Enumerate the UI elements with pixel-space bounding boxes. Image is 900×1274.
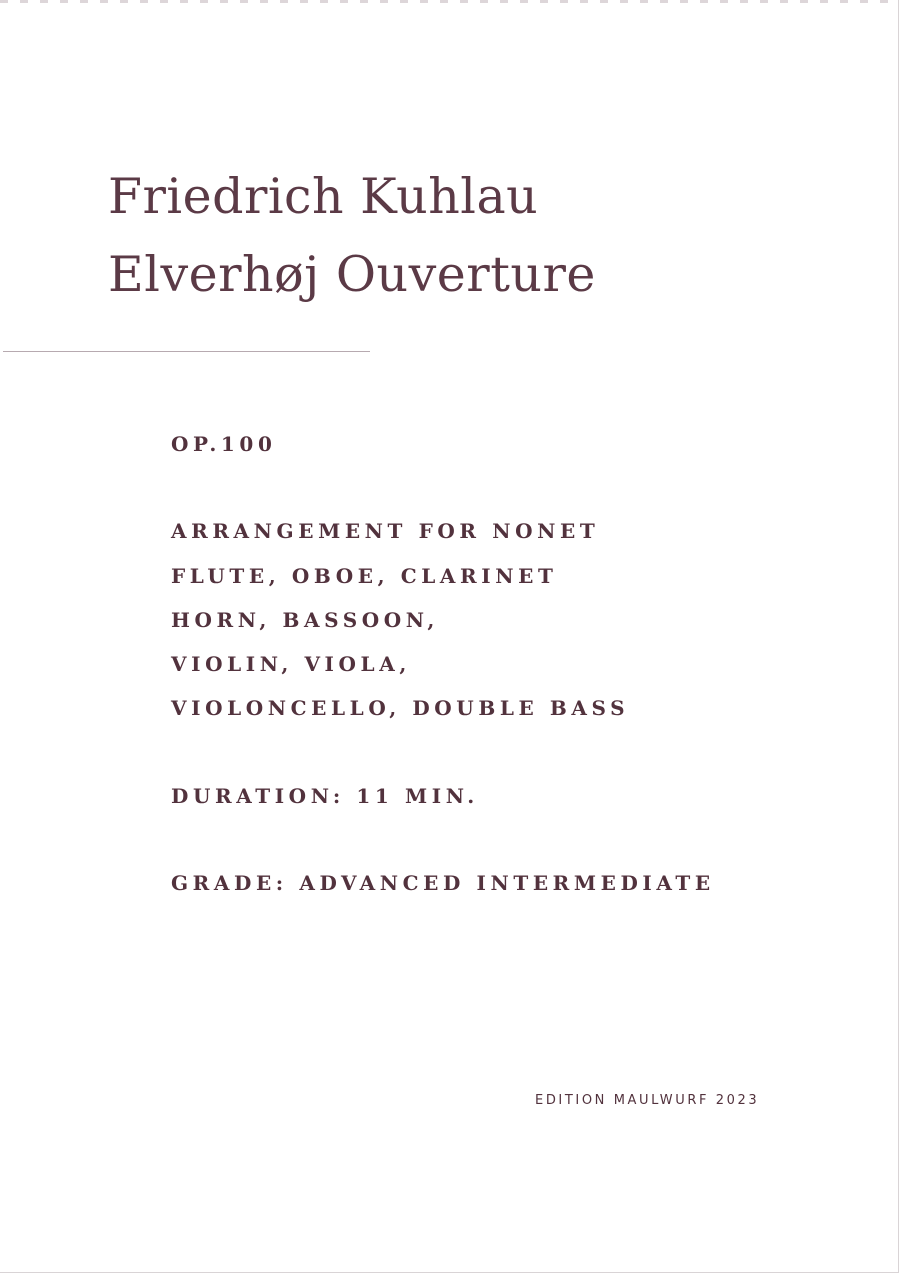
title-block — [108, 158, 596, 314]
duration: DURATION: 11 MIN. — [171, 784, 479, 808]
top-dashed-border — [0, 0, 900, 3]
instrument-line: FLUTE, OBOE, CLARINET — [171, 564, 558, 588]
opus-number: OP.100 — [171, 432, 277, 456]
instrument-line: HORN, BASSOON, — [171, 608, 439, 632]
instrument-line: VIOLONCELLO, DOUBLE BASS — [171, 696, 630, 720]
arrangement-heading: ARRANGEMENT FOR NONET — [171, 519, 600, 543]
work-title: Elverhøj Ouverture — [108, 246, 596, 303]
instrument-line: VIOLIN, VIOLA, — [171, 652, 411, 676]
grade: GRADE: ADVANCED INTERMEDIATE — [171, 871, 715, 895]
publisher-imprint: EDITION MAULWURF 2023 — [535, 1093, 760, 1108]
composer-name: Friedrich Kuhlau — [108, 168, 539, 225]
divider-rule — [3, 351, 370, 352]
